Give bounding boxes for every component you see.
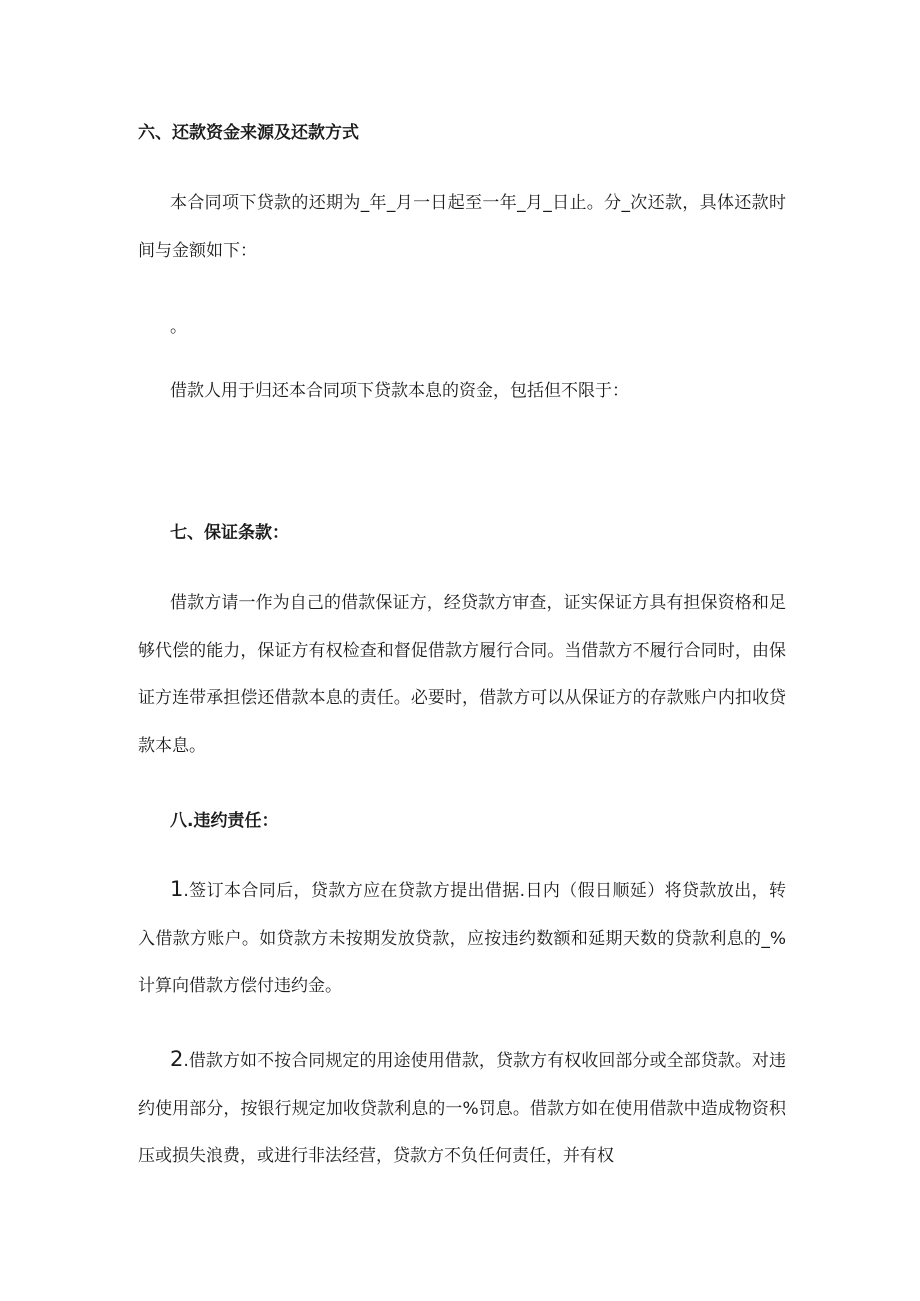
section-6-paragraph-funds-source: 借款人用于归还本合同项下贷款本息的资金，包括但不限于： bbox=[170, 381, 629, 401]
item-2-number: 2 bbox=[170, 1047, 184, 1071]
item-2-text: .借款方如不按合同规定的用途使用借款，贷款方有权收回部分或全部贷款。对违约使用部分，按银行规定加收贷款利息的一%罚息。借款方如在使用借款中造成物资积压或损失浪费，或进行非法经营，贷款方不负任何责任，并有权 bbox=[138, 1051, 786, 1166]
section-6-paragraph-repayment-period: 本合同项下贷款的还期为_年_月一日起至一年_月_日止。分_次还款，具体还款时间与金额如下： bbox=[138, 193, 786, 261]
section-8-heading: 八.违约责任： bbox=[170, 811, 279, 831]
section-8-item-2 bbox=[138, 1036, 786, 1181]
item-1-text: .签订本合同后，贷款方应在贷款方提出借据.日内（假日顺延）将贷款放出，转入借款方账户。如贷款方未按期发放贷款，应按违约数额和延期天数的贷款利息的_%计算向借款方偿付违约金。 bbox=[138, 881, 786, 996]
item-1-number: 1 bbox=[170, 877, 184, 901]
section-8-item-1 bbox=[138, 866, 786, 1011]
section-7-heading: 七、保证条款： bbox=[170, 523, 289, 543]
section-6-heading: 六、还款资金来源及还款方式 bbox=[138, 123, 359, 143]
section-7-paragraph-guarantee: 借款方请一作为自己的借款保证方，经贷款方审查，证实保证方具有担保资格和足够代偿的能力，保证方有权检查和督促借款方履行合同。当借款方不履行合同时，由保证方连带承担偿还借款本息的责任。必要时，借款方可以从保证方的存款账户内扣收贷款本息。 bbox=[138, 593, 786, 756]
section-6-paragraph-blank: 。 bbox=[170, 317, 187, 337]
